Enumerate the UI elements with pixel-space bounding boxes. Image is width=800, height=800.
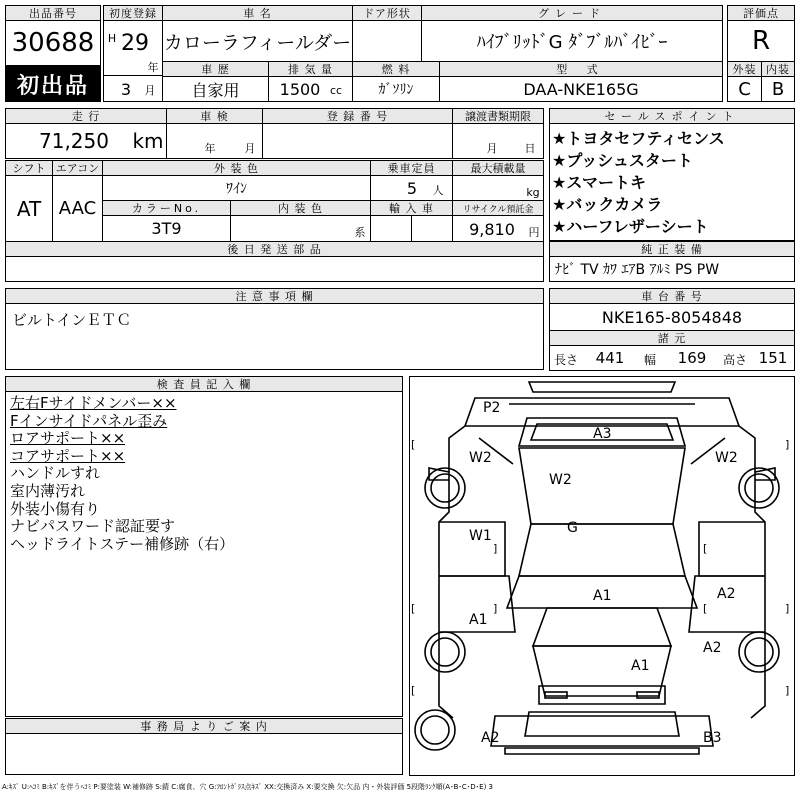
mark-w2-center: W2 bbox=[549, 472, 572, 488]
later-parts-label: 後 日 発 送 部 品 bbox=[5, 241, 544, 257]
sales-point: ★プッシュスタート bbox=[552, 151, 693, 170]
score-label: 評価点 bbox=[727, 5, 795, 21]
grade-label: グレード bbox=[421, 5, 723, 21]
width-value: 169 bbox=[677, 349, 707, 367]
height-label: 高さ bbox=[722, 352, 747, 367]
svg-text:]: ] bbox=[785, 684, 790, 697]
model-value: DAA-NKE165G bbox=[523, 79, 639, 99]
height-value: 151 bbox=[758, 349, 788, 367]
interior-color-label: 内 装 色 bbox=[230, 200, 371, 216]
mark-b3: B3 bbox=[703, 730, 722, 746]
reg-year-unit: 年 bbox=[147, 61, 159, 74]
svg-text:[: [ bbox=[411, 684, 416, 697]
displacement-unit: cc bbox=[329, 83, 343, 97]
aircon-label: エアコン bbox=[52, 160, 103, 176]
inspector-label: 検 査 員 記 入 欄 bbox=[5, 376, 403, 392]
mark-w1: W1 bbox=[469, 528, 492, 544]
seating-label: 乗車定員 bbox=[370, 160, 453, 176]
mark-w2-right: W2 bbox=[715, 450, 738, 466]
svg-text:[: [ bbox=[703, 602, 708, 615]
mileage-label: 走 行 bbox=[5, 108, 167, 124]
dimensions-label: 諸 元 bbox=[549, 330, 795, 346]
svg-text:[: [ bbox=[411, 602, 416, 615]
interior-grade: B bbox=[771, 78, 785, 100]
interior-color-box bbox=[230, 215, 371, 242]
inspector-note: 室内薄汚れ bbox=[10, 481, 86, 500]
inspector-note: ハンドルすれ bbox=[10, 464, 101, 483]
aircon-value: AAC bbox=[58, 198, 97, 219]
displacement-label: 排 気 量 bbox=[268, 61, 353, 77]
notes-label: 注 意 事 項 欄 bbox=[5, 288, 544, 304]
max-load-unit: kg bbox=[526, 185, 540, 199]
car-name: カローラフィールダー bbox=[163, 31, 352, 54]
shift-value: AT bbox=[16, 196, 42, 221]
exterior-color: ﾜｲﾝ bbox=[226, 181, 247, 197]
mark-a1-left: A1 bbox=[469, 612, 488, 628]
history-value: 自家用 bbox=[191, 80, 240, 100]
inspector-note: 左右Fサイドメンバー×× bbox=[10, 394, 177, 412]
mark-w2-left: W2 bbox=[469, 450, 492, 466]
registration-number bbox=[262, 123, 453, 159]
inspector-note: 外装小傷有り bbox=[10, 499, 101, 518]
import-label: 輸 入 車 bbox=[370, 200, 453, 216]
office-value bbox=[5, 733, 403, 775]
mark-p2: P2 bbox=[483, 400, 501, 416]
score-value: R bbox=[751, 26, 771, 56]
inspector-note: コアサポート×× bbox=[10, 446, 126, 465]
fuel-label: 燃 料 bbox=[352, 61, 440, 77]
car-name-label: 車 名 bbox=[162, 5, 353, 21]
length-label: 長さ bbox=[553, 352, 578, 367]
exterior-grade: C bbox=[738, 78, 751, 100]
transfer-day-unit: 日 bbox=[524, 142, 536, 155]
inspector-notes bbox=[10, 395, 400, 553]
reg-month-unit: 月 bbox=[144, 84, 156, 97]
width-label: 幅 bbox=[643, 352, 656, 367]
transfer-deadline-label: 譲渡書類期限 bbox=[452, 108, 544, 124]
interior-color-unit: 系 bbox=[354, 226, 366, 239]
import-value bbox=[370, 215, 453, 242]
mark-a3: A3 bbox=[593, 426, 612, 442]
lot-number-label: 出品番号 bbox=[5, 5, 101, 21]
door-label: ドア形状 bbox=[352, 5, 422, 21]
mileage-unit: km bbox=[132, 129, 164, 153]
max-load-label: 最大積載量 bbox=[452, 160, 544, 176]
sales-point: ★トヨタセフティセンス bbox=[552, 129, 725, 148]
mark-a2-right-low: A2 bbox=[703, 640, 722, 656]
sales-point: ★スマートキ bbox=[552, 173, 647, 192]
color-number: 3T9 bbox=[151, 219, 182, 238]
exterior-color-label: 外 装 色 bbox=[102, 160, 371, 176]
recycle-value: 9,810 bbox=[469, 219, 515, 239]
sales-points-label: セールスポイント bbox=[549, 108, 795, 124]
interior-grade-label: 内装 bbox=[761, 61, 795, 77]
model-label: 型 式 bbox=[439, 61, 723, 77]
length-value: 441 bbox=[595, 349, 625, 367]
equipment-label: 純 正 装 備 bbox=[549, 241, 795, 257]
sales-point: ★ハーフレザーシート bbox=[552, 217, 709, 236]
first-registration-label: 初度登録 bbox=[103, 5, 163, 21]
notes-value: ビルトインＥＴＣ bbox=[12, 310, 132, 329]
mark-a1-center: A1 bbox=[593, 588, 612, 604]
svg-text:]: ] bbox=[493, 542, 498, 555]
door-value bbox=[352, 20, 422, 62]
inspection-month-unit: 月 bbox=[244, 142, 256, 155]
transfer-month-unit: 月 bbox=[486, 142, 498, 155]
inspection-label: 車 検 bbox=[166, 108, 263, 124]
office-label: 事 務 局 よ り ご 案 内 bbox=[5, 718, 403, 734]
mark-a1-rear: A1 bbox=[631, 658, 650, 674]
chassis-label: 車 台 番 号 bbox=[549, 288, 795, 304]
fuel-value: ｶﾞｿﾘﾝ bbox=[378, 82, 414, 98]
sales-points-list bbox=[552, 130, 792, 236]
seating-value: 5 bbox=[406, 178, 418, 198]
inspection-year-unit: 年 bbox=[204, 142, 216, 155]
inspector-note: ナビパスワード認証要す bbox=[10, 517, 176, 536]
reg-era: H bbox=[107, 31, 117, 45]
first-listing-badge: 初出品 bbox=[5, 66, 101, 102]
grade-value: ﾊｲﾌﾞﾘｯﾄﾞG ﾀﾞﾌﾞﾙﾊﾞｲﾋﾞｰ bbox=[476, 32, 668, 53]
exterior-grade-label: 外装 bbox=[727, 61, 762, 77]
mark-a2-right: A2 bbox=[717, 586, 736, 602]
damage-legend: A:ｷｽﾞ U:ﾍｺﾐ B:ｷｽﾞを伴うﾍｺﾐ P:要塗装 W:補修跡 S:錆 C:腐食、穴 G:ﾌﾛﾝﾄｶﾞﾗｽ点ｷｽﾞ XX:交換済み X:要交換 欠:欠品 内・外装評価 5段階ﾗﾝｸ順(A･B･C･D･E) 3 bbox=[2, 783, 493, 791]
svg-text:[: [ bbox=[411, 438, 416, 451]
seating-unit: 人 bbox=[432, 184, 444, 197]
inspector-note: Fインサイドパネル歪み bbox=[10, 411, 168, 430]
registration-number-label: 登 録 番 号 bbox=[262, 108, 453, 124]
shift-label: シフト bbox=[5, 160, 53, 176]
mark-a2-bottom: A2 bbox=[481, 730, 500, 746]
recycle-unit: 円 bbox=[528, 226, 540, 239]
lot-number: 30688 bbox=[11, 28, 95, 58]
car-diagram bbox=[409, 376, 795, 776]
color-number-label: カラーNo. bbox=[102, 200, 231, 216]
svg-text:]: ] bbox=[785, 438, 790, 451]
reg-month: 3 bbox=[120, 79, 132, 99]
mark-g: G bbox=[567, 520, 578, 536]
displacement-value: 1500 bbox=[279, 79, 321, 99]
svg-text:[: [ bbox=[703, 542, 708, 555]
mileage-value: 71,250 bbox=[39, 129, 109, 153]
inspector-note: ヘッドライトステー補修跡（右） bbox=[10, 534, 235, 553]
svg-text:]: ] bbox=[493, 602, 498, 615]
sales-point: ★バックカメラ bbox=[552, 195, 663, 214]
equipment-value: ﾅﾋﾞ TV ｶﾜ ｴｱB ｱﾙﾐ PS PW bbox=[555, 262, 720, 278]
chassis-number: NKE165-8054848 bbox=[601, 307, 743, 327]
svg-text:]: ] bbox=[785, 602, 790, 615]
history-label: 車 歴 bbox=[162, 61, 269, 77]
inspector-note: ロアサポート×× bbox=[10, 429, 126, 448]
recycle-label: リサイクル預託金 bbox=[452, 200, 544, 216]
later-parts-value bbox=[5, 256, 544, 282]
reg-year: 29 bbox=[121, 30, 149, 56]
